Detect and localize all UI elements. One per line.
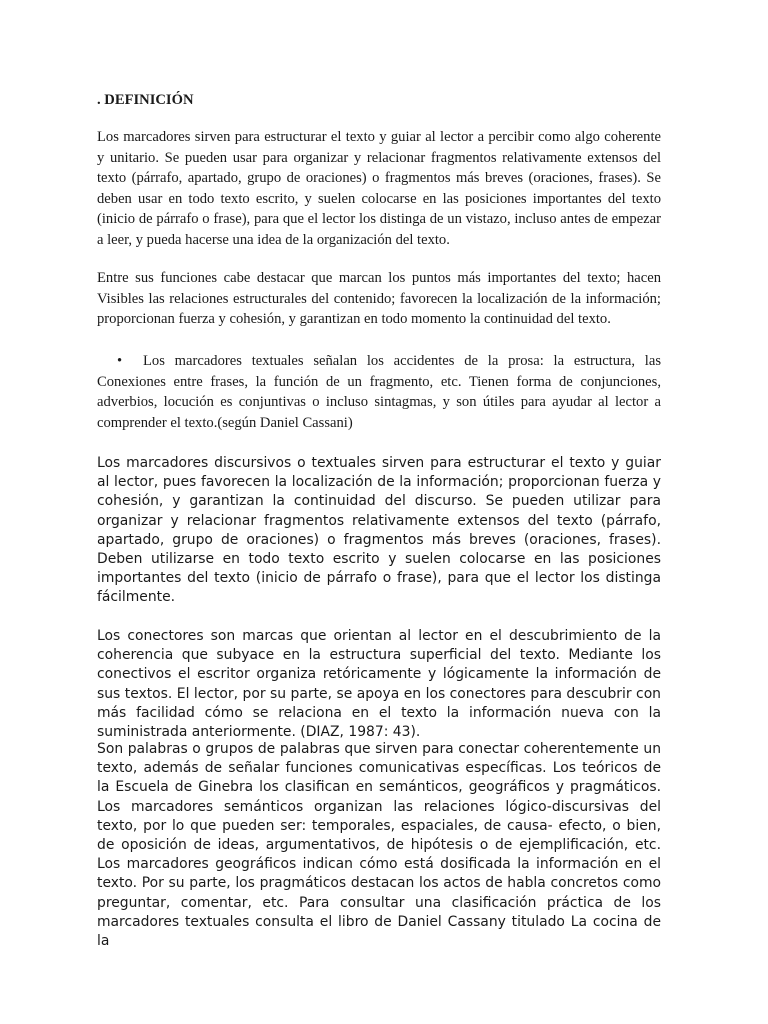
section-title: . DEFINICIÓN — [97, 92, 194, 108]
paragraph-functions: Entre sus funciones cabe destacar que marcan los puntos más importantes del texto; hacen Visibles las relaciones estructurales del contenido; favorecen la localización de la información; proporcionan fuerza y cohesión, y garantizan en todo momento la continuidad del texto. — [97, 270, 661, 328]
bullet-text: Los marcadores textuales señalan los accidentes de la prosa: la estructura, las Conexiones entre frases, la función de un fragmento, etc. Tienen forma de conjunciones, adverbios, locución es conjuntivas o incluso sintagmas, y son útiles para ayudar al lector a comprender el texto.(según Daniel Cassani) — [97, 353, 661, 431]
paragraph-definition: Los marcadores sirven para estructurar el texto y guiar al lector a percibir como algo coherente y unitario. Se pueden usar para organizar y relacionar fragmentos relativamente extensos del texto (párrafo, apartado, grupo de oraciones) o fragmentos más breves (oraciones, frases). Se deben usar en todo texto escrito, y suelen colocarse en las posiciones importantes del texto (inicio de párrafo o frase), para que el lector los distinga de un vistazo, incluso antes de empezar a leer, y pueda hacerse una idea de la organización del texto. — [97, 129, 661, 248]
bullet-paragraph — [97, 351, 661, 433]
paragraph-classification: Son palabras o grupos de palabras que sirven para conectar coherentemente un texto, además de señalar funciones comunicativas específicas. Los teóricos de la Escuela de Ginebra los clasifican en semánticos, geográficos y pragmáticos. Los marcadores semánticos organizan las relaciones lógico-discursivas del texto, por lo que pueden ser: temporales, espaciales, de causa- efecto, o bien, de oposición de ideas, argumentativos, de hipótesis o de ejemplificación, etc. Los marcadores geográficos indican cómo está dosificada la información en el texto. Por su parte, los pragmáticos destacan los actos de habla concretos como preguntar, comentar, etc. Para consultar una clasificación práctica de los marcadores textuales consulta el libro de Daniel Cassany titulado La cocina de la — [97, 741, 661, 950]
paragraph-connectors: Los conectores son marcas que orientan al lector en el descubrimiento de la coherencia que subyace en la estructura superficial del texto. Mediante los conectivos el escritor organiza retóricamente y lógicamente la información de sus textos. El lector, por su parte, se apoya en los conectores para descubrir con más facilidad cómo se relaciona en el texto la información nueva con la suministrada anteriormente. (DIAZ, 1987: 43). — [97, 628, 661, 741]
bullet-icon: • — [117, 353, 123, 369]
paragraph-discursive-markers: Los marcadores discursivos o textuales sirven para estructurar el texto y guiar al lector, pues favorecen la localización de la información; proporcionan fuerza y cohesión, y garantizan la continuidad del discurso. Se pueden utilizar para organizar y relacionar fragmentos relativamente extensos del texto (párrafo, apartado, grupo de oraciones) o fragmentos más breves (oraciones, frases). Deben utilizarse en todo texto escrito y suelen colocarse en las posiciones importantes del texto (inicio de párrafo o frase), para que el lector los distinga fácilmente. — [97, 455, 661, 606]
